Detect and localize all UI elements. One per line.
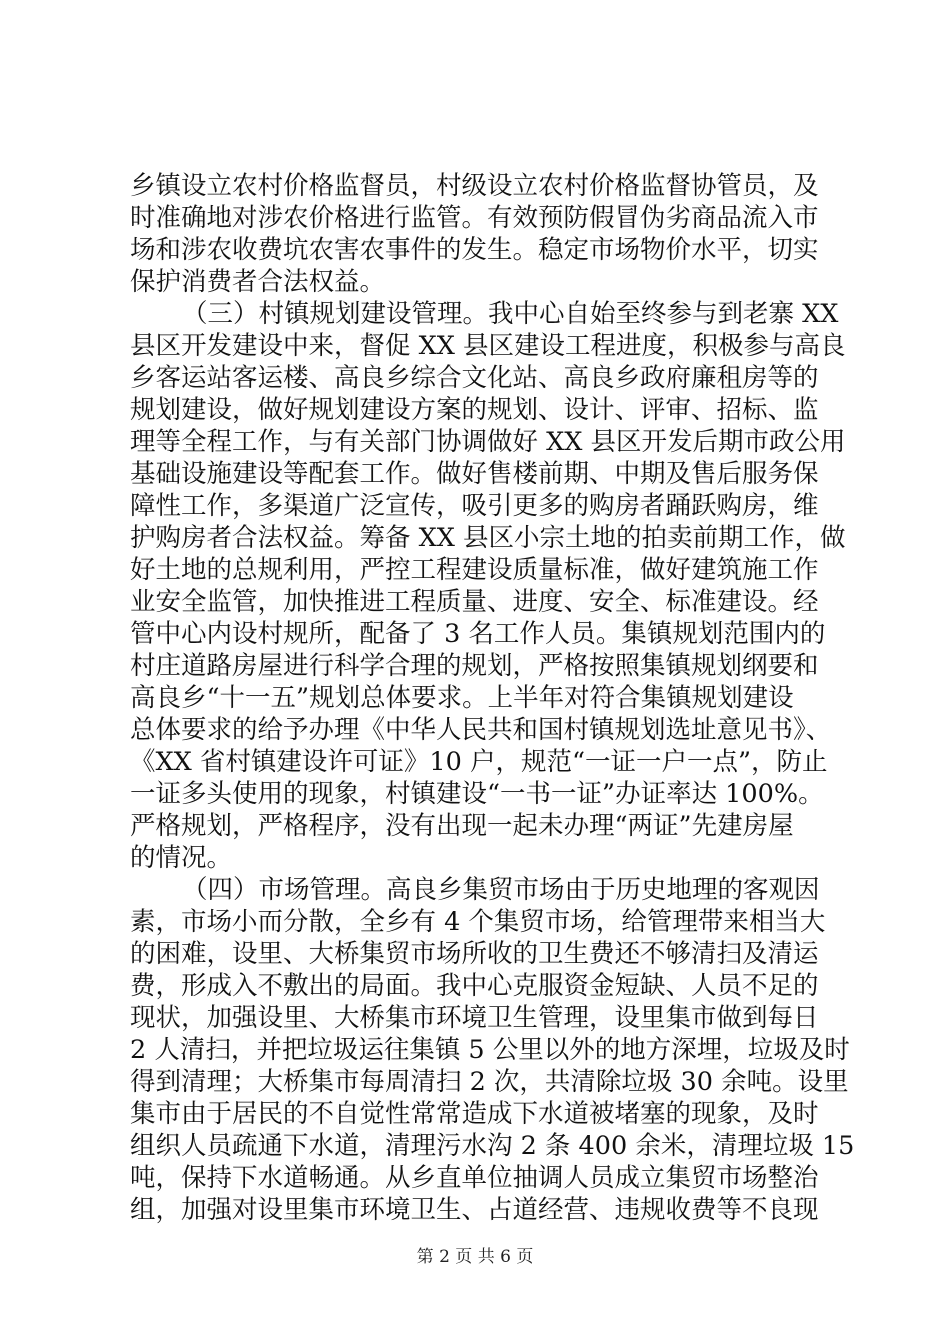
text-line: 理等全程工作，与有关部门协调做好 XX 县区开发后期市政公用 xyxy=(130,427,846,457)
text-line: 组织人员疏通下水道，清理污水沟 2 条 400 余米，清理垃圾 15 xyxy=(130,1131,855,1161)
text-line: 素，市场小而分散，全乡有 4 个集贸市场，给管理带来相当大 xyxy=(130,907,826,937)
text-line: 规划建设，做好规划建设方案的规划、设计、评审、招标、监 xyxy=(130,395,819,425)
text-line: 场和涉农收费坑农害农事件的发生。稳定市场物价水平，切实 xyxy=(130,235,819,265)
text-line: 2 人清扫，并把垃圾运往集镇 5 公里以外的地方深埋，垃圾及时 xyxy=(130,1035,850,1065)
text-line: 乡镇设立农村价格监督员，村级设立农村价格监督协管员，及 xyxy=(130,171,819,201)
text-line: 基础设施建设等配套工作。做好售楼前期、中期及售后服务保 xyxy=(130,459,819,489)
text-line: 《XX 省村镇建设许可证》10 户，规范“一证一户一点”，防止 xyxy=(130,747,828,777)
page-number-footer: 第 2 页 共 6 页 xyxy=(416,1247,534,1267)
paragraph-heading-line: （四）市场管理。高良乡集贸市场由于历史地理的客观因 xyxy=(182,875,820,905)
text-line: 一证多头使用的现象，村镇建设“一书一证”办证率达 100%。 xyxy=(130,779,824,809)
text-line: 吨，保持下水道畅通。从乡直单位抽调人员成立集贸市场整治 xyxy=(130,1163,819,1193)
text-line: 的困难，设里、大桥集贸市场所收的卫生费还不够清扫及清运 xyxy=(130,939,819,969)
text-line: 费，形成入不敷出的局面。我中心克服资金短缺、人员不足的 xyxy=(130,971,819,1001)
text-line: 高良乡“十一五”规划总体要求。上半年对符合集镇规划建设 xyxy=(130,683,794,713)
text-line: 保护消费者合法权益。 xyxy=(130,267,386,297)
text-line: 组，加强对设里集市环境卫生、占道经营、违规收费等不良现 xyxy=(130,1195,819,1225)
text-line: 障性工作，多渠道广泛宣传，吸引更多的购房者踊跃购房，维 xyxy=(130,491,819,521)
text-line: 严格规划，严格程序，没有出现一起未办理“两证”先建房屋 xyxy=(130,811,794,841)
paragraph-heading-line: （三）村镇规划建设管理。我中心自始至终参与到老寨 XX xyxy=(182,299,839,329)
text-line: 好土地的总规利用，严控工程建设质量标准，做好建筑施工作 xyxy=(130,555,819,585)
text-line: 的情况。 xyxy=(130,843,233,873)
text-line: 村庄道路房屋进行科学合理的规划，严格按照集镇规划纲要和 xyxy=(130,651,819,681)
text-line: 护购房者合法权益。筹备 XX 县区小宗土地的拍卖前期工作，做 xyxy=(130,523,846,553)
text-line: 管中心内设村规所，配备了 3 名工作人员。集镇规划范围内的 xyxy=(130,619,826,649)
text-line: 总体要求的给予办理《中华人民共和国村镇规划选址意见书》、 xyxy=(130,715,832,745)
text-line: 现状，加强设里、大桥集市环境卫生管理，设里集市做到每日 xyxy=(130,1003,819,1033)
text-line: 县区开发建设中来，督促 XX 县区建设工程进度，积极参与高良 xyxy=(130,331,846,361)
text-line: 集市由于居民的不自觉性常常造成下水道被堵塞的现象，及时 xyxy=(130,1099,819,1129)
text-line: 乡客运站客运楼、高良乡综合文化站、高良乡政府廉租房等的 xyxy=(130,363,819,393)
text-line: 得到清理；大桥集市每周清扫 2 次，共清除垃圾 30 余吨。设里 xyxy=(130,1067,849,1097)
text-line: 业安全监管，加快推进工程质量、进度、安全、标准建设。经 xyxy=(130,587,819,617)
text-line: 时准确地对涉农价格进行监管。有效预防假冒伪劣商品流入市 xyxy=(130,203,819,233)
